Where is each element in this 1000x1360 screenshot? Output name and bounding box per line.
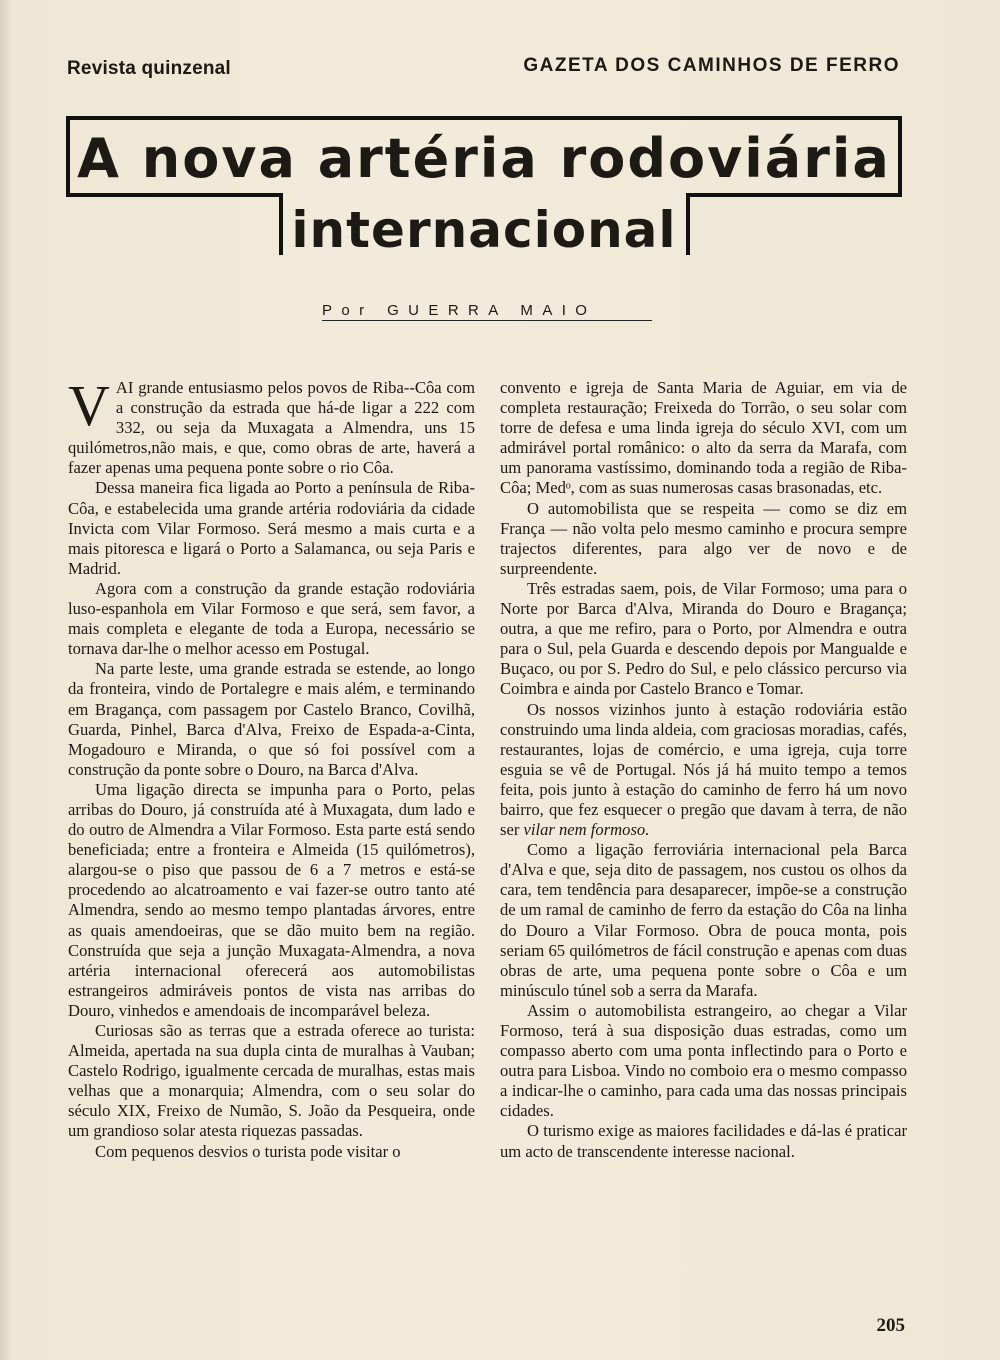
paragraph: Curiosas são as terras que a estrada oferece ao turista: Almeida, apertada na sua dupla cinta de muralhas à Vauban; Castelo Rodrigo, igualmente cercada de muralhas, estas mais velhas que a monarquia; Almendra, com o seu solar do século XIX, Freixo de Numão, S. João da Pesqueira, onde um grandioso solar atesta riquezas passadas. [68, 1021, 475, 1141]
title-frame-bottom-left-rule [66, 193, 281, 197]
paragraph-text: Os nossos vizinhos junto à estação rodoviária estão construindo uma linda aldeia, com graciosas moradias, cafés, restaurantes, lojas de comércio, e uma igreja, cuja torre esguia se vê de Portugal. Nós já há muito tempo a temos feita, pois junto à estação do caminho de ferro há um novo bairro, que fez esquecer o pregão que davam à terra, de não ser [500, 699, 907, 840]
paragraph: Dessa maneira fica ligada ao Porto a península de Riba-Côa, e estabelecida uma grande artéria rodoviária da cidade Invicta com Vilar Formoso. Será mesmo a mais curta e a mais pitoresca e ligará o Porto a Salamanca, ou seja Paris e Madrid. [68, 478, 475, 578]
drop-cap: V [68, 373, 110, 438]
title-frame-inner-left-rule [279, 193, 283, 255]
paragraph: Agora com a construção da grande estação rodoviária luso-espanhola em Vilar Formoso e que será, sem favor, a mais completa e elegante de toda a Europa, necessário se tornava dar-lhe o melhor acesso em Postugal. [68, 578, 475, 659]
article-column-left [68, 373, 475, 1162]
article-title-line-2: internacional [291, 201, 677, 259]
paragraph-text: AI grande entusiasmo pelos povos de Riba--Côa com a construção da estrada que há-de ligar a 222 com 332, ou seja da Muxagata a Almendra, uns 15 quilómetros,não mais, e que, como obras de arte, haverá a fazer apenas uma pequena ponte sobre o rio Côa. [68, 378, 475, 478]
paragraph: Com pequenos desvios o turista pode visitar o [95, 1141, 401, 1161]
title-frame-top-rule [66, 116, 902, 120]
article-column-right [500, 378, 907, 1162]
section-label: Revista quinzenal [67, 58, 231, 79]
italic-phrase: vilar nem formoso. [523, 820, 650, 840]
paragraph: Três estradas saem, pois, de Vilar Formoso; uma para o Norte por Barca d'Alva, Miranda do Douro e Bragança; outra, a que me refiro, para o Porto, por Almendra e outra para o Sul, pela Guarda e descendo depois por Mangualde e Buçaco, ou por S. Pedro do Sul, e pelo clássico percurso via Coimbra e ainda por Castelo Branco e Tomar. [500, 578, 907, 699]
paragraph: O turismo exige as maiores facilidades e dá-las é praticar um acto de transcendente interesse nacional. [500, 1121, 907, 1161]
paragraph: Na parte leste, uma grande estrada se estende, ao longo da fronteira, vindo de Portalegre e mais além, e terminando em Bragança, com passagem por Castelo Branco, Covilhã, Guarda, Pinhel, Barca d'Alva, Freixo de Espada-a-Cinta, Mogadouro e Miranda, o que só foi possível com a construção da ponte sobre o Douro, na Barca d'Alva. [68, 659, 475, 779]
title-frame-right-rule [898, 116, 902, 196]
title-frame-inner-right-rule [686, 193, 690, 255]
paragraph: Como a ligação ferroviária internacional pela Barca d'Alva e que, seja dito de passagem, nos custou os olhos da cara, tem tendência para desaparecer, impõe-se a construção de um ramal de caminho de ferro da estação do Côa na linha do Douro a Vilar Formoso. Obra de pouca monta, pois seriam 65 quilómetros de fácil construção e apenas com duas obras de arte, uma pequena ponte sobre o Côa e um minúsculo túnel sob a serra da Marafa. [500, 840, 907, 1000]
paragraph: convento e igreja de Santa Maria de Aguiar, em via de completa restauração; Freixeda do Torrão, o seu solar com torre de defesa e uma linda igreja do século XVI, com um admirável portal românico: o alto da serra da Marafa, com um panorama vastíssimo, dominando toda a região de Riba-Côa; Medᵒ, com as suas numerosas casas brasonadas, etc. [500, 378, 907, 498]
paragraph [500, 700, 907, 841]
author-byline: Por GUERRA MAIO [322, 302, 652, 321]
title-frame-bottom-right-rule [686, 193, 902, 197]
title-frame-left-rule [66, 116, 70, 196]
article-title-line-1: A nova artéria rodoviária [77, 127, 891, 190]
page-number: 205 [876, 1315, 905, 1336]
paragraph: Uma ligação directa se impunha para o Porto, pelas arribas do Douro, já construída até à Muxagata, dum lado e do outro de Almendra a Vilar Formoso. Esta parte está sendo beneficiada; entre a fronteira e Almeida (15 quilómetros), alargou-se o piso que passou de 6 a 7 metros e está-se procedendo ao alcatroamento e vai fazer-se outro tanto até Almendra, sendo ao mesmo tempo plantadas árvores, entre as quais amendoeiras, que se dão muito bem na região. Construída que seja a junção Muxagata-Almendra, a nova artéria internacional oferecerá aos automobilistas estrangeiros admiráveis pontos de vista nas arribas do Douro, vinhedos e amendoais de incomparável beleza. [68, 779, 475, 1020]
publication-name: GAZETA DOS CAMINHOS DE FERRO [523, 55, 900, 76]
paragraph: O automobilista que se respeita — como se diz em França — não volta pelo mesmo caminho e procura sempre trajectos diferentes, para algo ver de novo e de surpreendente. [500, 498, 907, 578]
paragraph: Assim o automobilista estrangeiro, ao chegar a Vilar Formoso, terá à sua disposição duas estradas, como um compasso aberto com uma ponta inflectindo para o Porto e outra para Lisboa. Vindo no comboio era o mesmo compasso a indicar-lhe o caminho, para cada uma das nossas principais cidades. [500, 1000, 907, 1121]
paragraph [68, 373, 475, 478]
